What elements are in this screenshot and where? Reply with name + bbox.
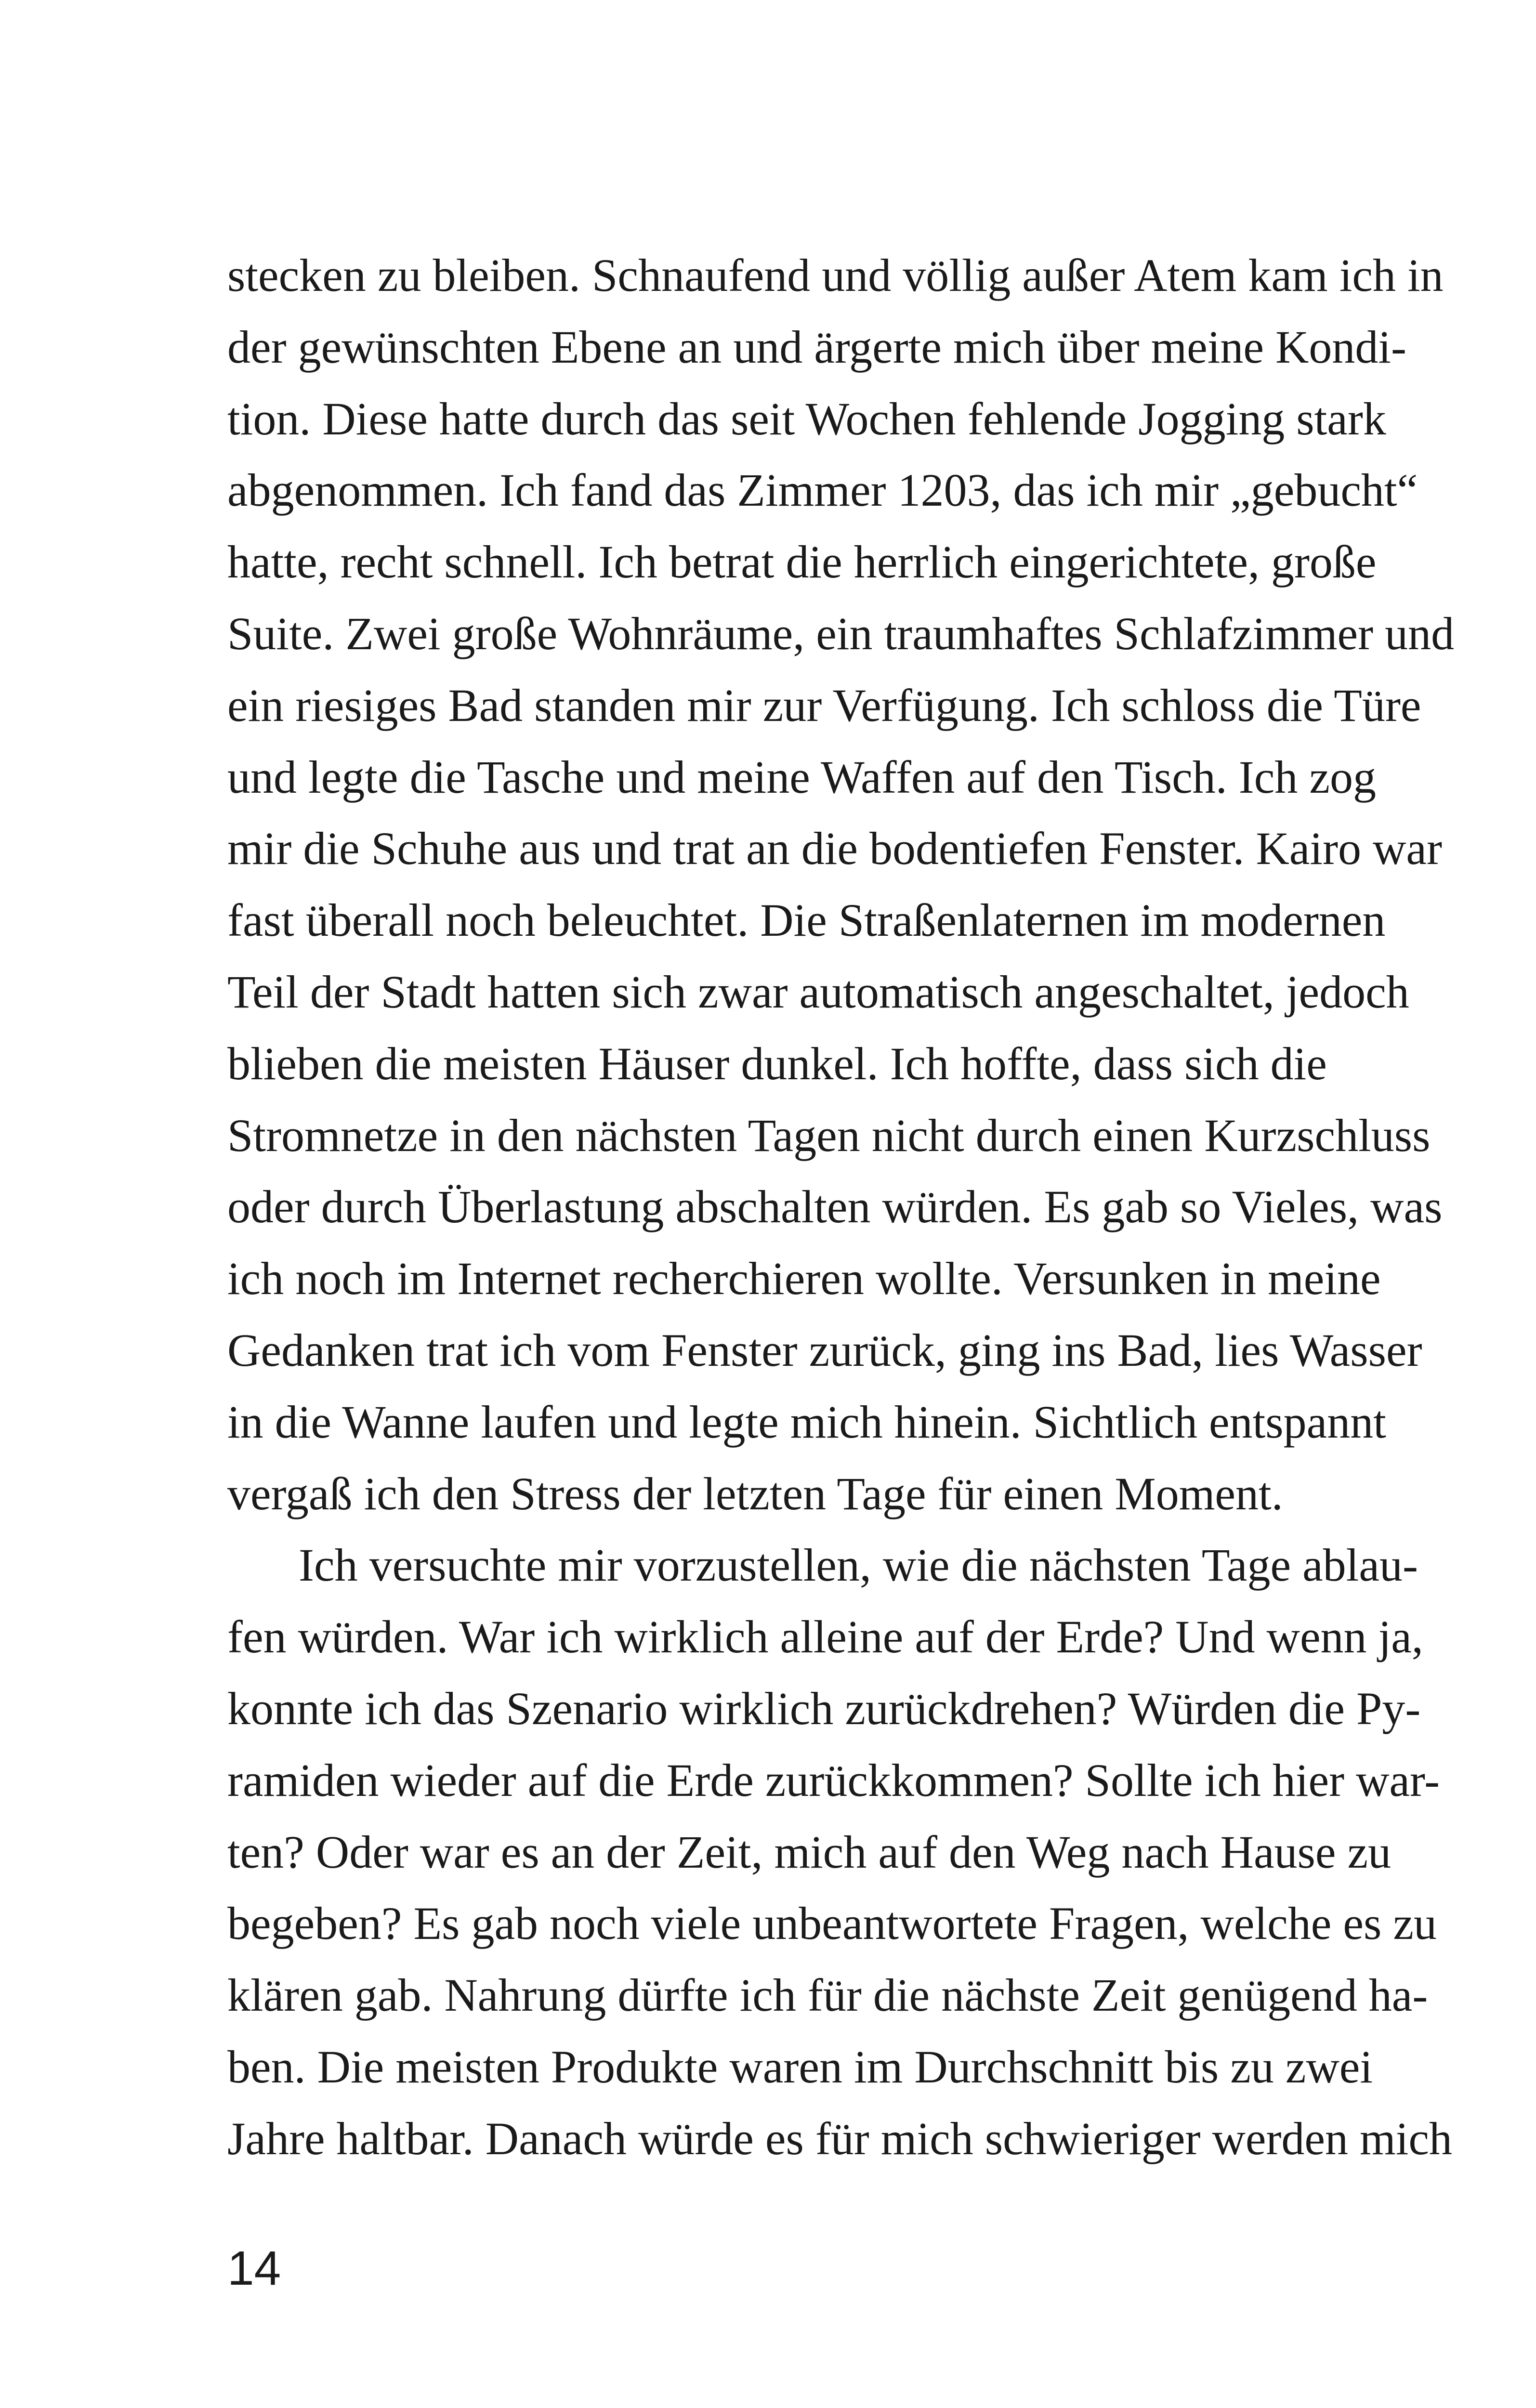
text-line: fast überall noch beleuchtet. Die Straßenlaternen im modernen xyxy=(227,894,1386,946)
text-line: Suite. Zwei große Wohnräume, ein traumhaftes Schlafzimmer und xyxy=(227,607,1455,659)
text-line: ben. Die meisten Produkte waren im Durchschnitt bis zu zwei xyxy=(227,2041,1373,2093)
text-line: in die Wanne laufen und legte mich hinein. Sichtlich entspannt xyxy=(227,1396,1386,1448)
text-line: Jahre haltbar. Danach würde es für mich schwieriger werden mich xyxy=(227,2112,1452,2164)
text-line: ten? Oder war es an der Zeit, mich auf den Weg nach Hause zu xyxy=(227,1826,1392,1878)
text-line: stecken zu bleiben. Schnaufend und völlig außer Atem kam ich in xyxy=(227,249,1444,301)
text-line: begeben? Es gab noch viele unbeantwortete Fragen, welche es zu xyxy=(227,1898,1437,1950)
page-number: 14 xyxy=(227,2241,281,2295)
body-text xyxy=(227,240,1455,2175)
text-line: hatte, recht schnell. Ich betrat die herrlich eingerichtete, große xyxy=(227,536,1377,588)
text-line: Teil der Stadt hatten sich zwar automatisch angeschaltet, jedoch xyxy=(227,966,1409,1018)
text-line: mir die Schuhe aus und trat an die bodentiefen Fenster. Kairo war xyxy=(227,823,1442,875)
text-line: Gedanken trat ich vom Fenster zurück, ging ins Bad, lies Wasser xyxy=(227,1324,1422,1376)
text-line: konnte ich das Szenario wirklich zurückdrehen? Würden die Py- xyxy=(227,1682,1421,1734)
text-line: abgenommen. Ich fand das Zimmer 1203, das ich mir „gebucht“ xyxy=(227,464,1418,516)
text-line: ich noch im Internet recherchieren wollte. Versunken in meine xyxy=(227,1253,1381,1305)
text-line: Stromnetze in den nächsten Tagen nicht durch einen Kurzschluss xyxy=(227,1109,1431,1161)
text-line: ein riesiges Bad standen mir zur Verfügung. Ich schloss die Türe xyxy=(227,679,1421,731)
text-line: blieben die meisten Häuser dunkel. Ich hoffte, dass sich die xyxy=(227,1037,1327,1089)
text-line: tion. Diese hatte durch das seit Wochen fehlende Jogging stark xyxy=(227,393,1386,445)
text-line: und legte die Tasche und meine Waffen auf den Tisch. Ich zog xyxy=(227,751,1376,803)
text-line: vergaß ich den Stress der letzten Tage für einen Moment. xyxy=(227,1467,1283,1519)
text-line: fen würden. War ich wirklich alleine auf der Erde? Und wenn ja, xyxy=(227,1611,1423,1663)
text-line: ramiden wieder auf die Erde zurückkommen? Sollte ich hier war- xyxy=(227,1754,1440,1806)
text-line: klären gab. Nahrung dürfte ich für die nächste Zeit genügend ha- xyxy=(227,1969,1428,2021)
text-line: Ich versuchte mir vorzustellen, wie die nächsten Tage ablau- xyxy=(299,1539,1418,1591)
text-line: oder durch Überlastung abschalten würden. Es gab so Vieles, was xyxy=(227,1181,1443,1233)
text-line: der gewünschten Ebene an und ärgerte mich über meine Kondi- xyxy=(227,321,1406,373)
